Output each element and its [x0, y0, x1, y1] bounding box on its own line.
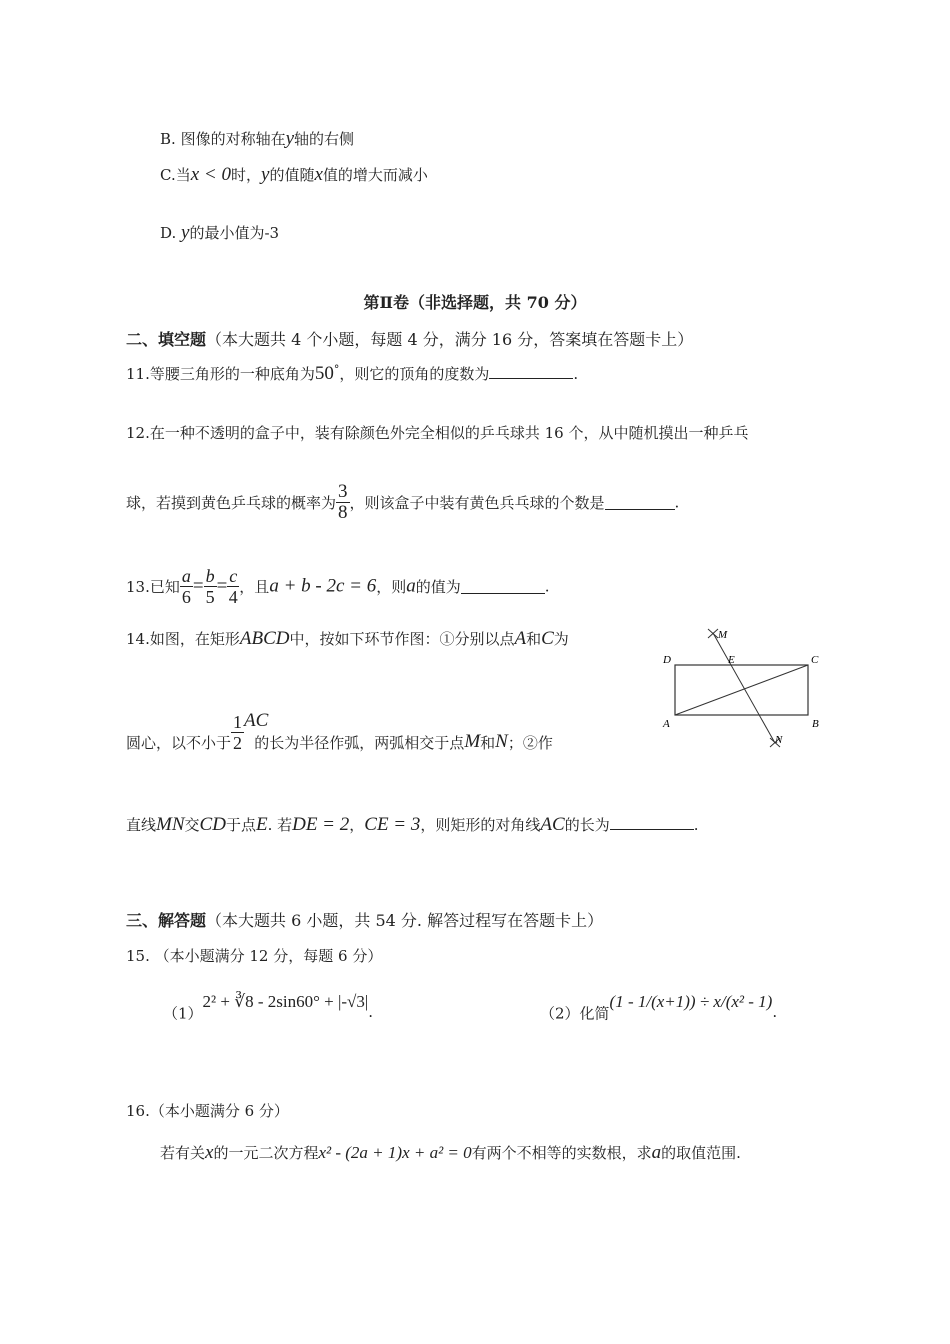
q11-text1: 11.等腰三角形的一种底角为: [126, 365, 315, 383]
question-12-line1: 12.在一种不透明的盒子中，装有除颜色外完全相似的乒乓球共 16 个，从中随机摸出一种乒乓: [126, 424, 749, 442]
q15-p1-label: （1）: [163, 1004, 203, 1023]
q13-eq1: =: [192, 575, 204, 597]
q14-rectangle-figure: [655, 625, 855, 755]
q16-text2: 的一元二次方程: [213, 1144, 319, 1162]
q14-line3a: 直线: [126, 816, 157, 834]
q12-line2b: ，则该盒子中装有黄色兵乓球的个数是: [349, 494, 605, 512]
label-d: D: [663, 654, 671, 666]
q14-and2: 和: [480, 734, 496, 752]
q12-den: 8: [338, 502, 348, 523]
q13-var: a: [406, 575, 416, 597]
part2-title: 第Ⅱ卷（非选择题，共 70 分）: [363, 293, 587, 312]
question-16-title: 16.（本小题满分 6 分）: [126, 1102, 289, 1120]
section2-note: （本大题共 4 个小题，每题 4 分，满分 16 分，答案填在答题卡上）: [206, 330, 694, 349]
section3-heading-title: 三、解答题: [126, 911, 207, 930]
q16-eq: x² - (2a + 1)x + a² = 0: [318, 1143, 472, 1162]
question-12-line2: [126, 482, 679, 523]
q14-p1: A: [514, 628, 527, 649]
q16-text3: 有两个不相等的实数根，求: [471, 1144, 652, 1162]
q14-mn: MN: [156, 814, 185, 835]
q13-f2n: b: [205, 566, 215, 586]
q11-deg: °: [333, 363, 340, 376]
option-b-var: y: [285, 128, 295, 149]
q14-n: N: [495, 731, 508, 752]
option-c-text2: 时，: [231, 166, 262, 184]
q14-cd: CD: [199, 814, 226, 835]
q14-rect: ABCD: [239, 628, 290, 649]
q16-text4: 的取值范围.: [661, 1144, 741, 1162]
q13-frac-a: [180, 566, 193, 607]
label-n: N: [775, 734, 783, 746]
q11-text2: ，则它的顶角的度数为: [339, 365, 490, 383]
q14-de: DE = 2: [292, 814, 350, 835]
question-16-body: [160, 1142, 741, 1164]
q14-ce: CE = 3: [364, 814, 421, 835]
q14-m: M: [464, 731, 481, 752]
q13-text2: ，且: [239, 578, 270, 596]
q14-e: E: [255, 814, 268, 835]
q13-text3: ，则: [376, 578, 407, 596]
q16-var1: x: [205, 1142, 214, 1163]
q11-end: .: [573, 365, 579, 383]
section2-heading: [126, 327, 693, 350]
q14-end: .: [693, 816, 699, 834]
q14-hn: 1: [233, 712, 243, 732]
q14-half: [231, 712, 244, 753]
q14-comma: ，: [349, 816, 365, 834]
q13-f3d: 4: [228, 587, 238, 607]
q15-p2-expr: (1 - 1/(x+1)) ÷ x/(x² - 1): [609, 992, 773, 1011]
option-b-label: B.: [160, 130, 176, 148]
q14-hvar: AC: [244, 710, 269, 731]
q16-var2: a: [651, 1142, 662, 1163]
q14-line3e: ，则矩形的对角线: [420, 816, 541, 834]
option-b-text1: 图像的对称轴在: [180, 130, 286, 148]
q14-and: 和: [526, 630, 542, 648]
q15-p2-end: .: [772, 1003, 778, 1021]
q12-fraction: [336, 482, 350, 523]
q15-p1-expr: 2² + ∛8 - 2sin60° + |-√3|: [202, 992, 369, 1011]
q13-eq2: =: [216, 575, 228, 597]
option-d-label: D.: [160, 224, 177, 242]
q14-line3c: 于点: [225, 816, 256, 834]
question-15-part2: [540, 992, 778, 1024]
q14-line1a: 14.如图，在矩形: [126, 630, 240, 648]
q14-line1c: 为: [553, 630, 569, 648]
q13-expr: a + b - 2c = 6: [269, 575, 377, 597]
q13-f2d: 5: [205, 587, 215, 607]
question-14-line1: [126, 628, 569, 650]
q13-text4: 的值为: [415, 578, 461, 596]
q13-f3n: c: [229, 566, 238, 586]
option-b: [160, 128, 354, 150]
q13-end: .: [544, 577, 550, 596]
question-11: [126, 363, 578, 385]
q15-p2-label: （2）化简: [540, 1004, 610, 1023]
option-d: [160, 222, 279, 244]
q14-line3b: 交: [184, 816, 200, 834]
q14-line2c: ；②作: [507, 734, 553, 752]
q12-end: .: [674, 493, 680, 512]
section2-heading-title: 二、填空题: [126, 330, 207, 349]
q14-ac: AC: [540, 814, 565, 835]
option-b-text2: 轴的右侧: [294, 130, 355, 148]
question-13: [126, 566, 550, 607]
q16-text1: 若有关: [160, 1144, 206, 1162]
q11-angle: 50: [314, 363, 334, 384]
diagonal-ac: [675, 665, 808, 715]
q12-line2a: 球，若摸到黄色乒乓球的概率为: [126, 494, 337, 512]
option-c-cond: x < 0: [190, 164, 231, 185]
q15-p1-end: .: [368, 1003, 374, 1021]
section3-heading: [126, 908, 603, 931]
q14-line2b: 的长为半径作弧，两弧相交于点: [254, 734, 465, 752]
q13-answer-blank[interactable]: [461, 579, 545, 594]
question-15-title: 15. （本小题满分 12 分，每题 6 分）: [126, 947, 383, 965]
question-14-line2: [126, 712, 553, 753]
question-15-part1: [163, 992, 374, 1024]
q11-answer-blank[interactable]: [489, 364, 573, 379]
label-m: M: [718, 629, 728, 641]
q14-hd: 2: [233, 733, 243, 753]
label-c: C: [811, 654, 819, 666]
q14-answer-blank[interactable]: [610, 815, 694, 830]
q12-answer-blank[interactable]: [605, 495, 675, 510]
label-a: A: [663, 718, 670, 730]
option-c-text1: 当: [175, 166, 191, 184]
q14-line3d: . 若: [267, 816, 293, 834]
option-c-var2: x: [314, 164, 323, 185]
option-c-label: C.: [160, 166, 176, 184]
option-c-var1: y: [261, 164, 270, 185]
option-c: [160, 164, 428, 186]
q13-f1n: a: [181, 566, 191, 586]
q12-num: 3: [338, 481, 348, 502]
q14-line1b: 中，按如下环节作图：①分别以点: [289, 630, 515, 648]
line-mn: [713, 633, 775, 743]
q13-f1d: 6: [181, 587, 191, 607]
option-d-text: 的最小值为-3: [189, 224, 280, 242]
q13-frac-b: [204, 566, 217, 607]
option-c-text3: 的值随: [269, 166, 315, 184]
q13-text1: 13.已知: [126, 578, 180, 596]
q14-line3f: 的长为: [564, 816, 610, 834]
q13-frac-c: [227, 566, 239, 607]
label-e: E: [728, 654, 735, 666]
option-c-text4: 值的增大而减小: [322, 166, 428, 184]
q14-line2a: 圆心，以不小于: [126, 734, 232, 752]
question-14-line3: [126, 814, 698, 836]
section3-note: （本大题共 6 小题，共 54 分. 解答过程写在答题卡上）: [206, 911, 604, 930]
option-d-var: y: [181, 222, 190, 243]
label-b: B: [812, 718, 819, 730]
q14-p2: C: [541, 628, 554, 649]
